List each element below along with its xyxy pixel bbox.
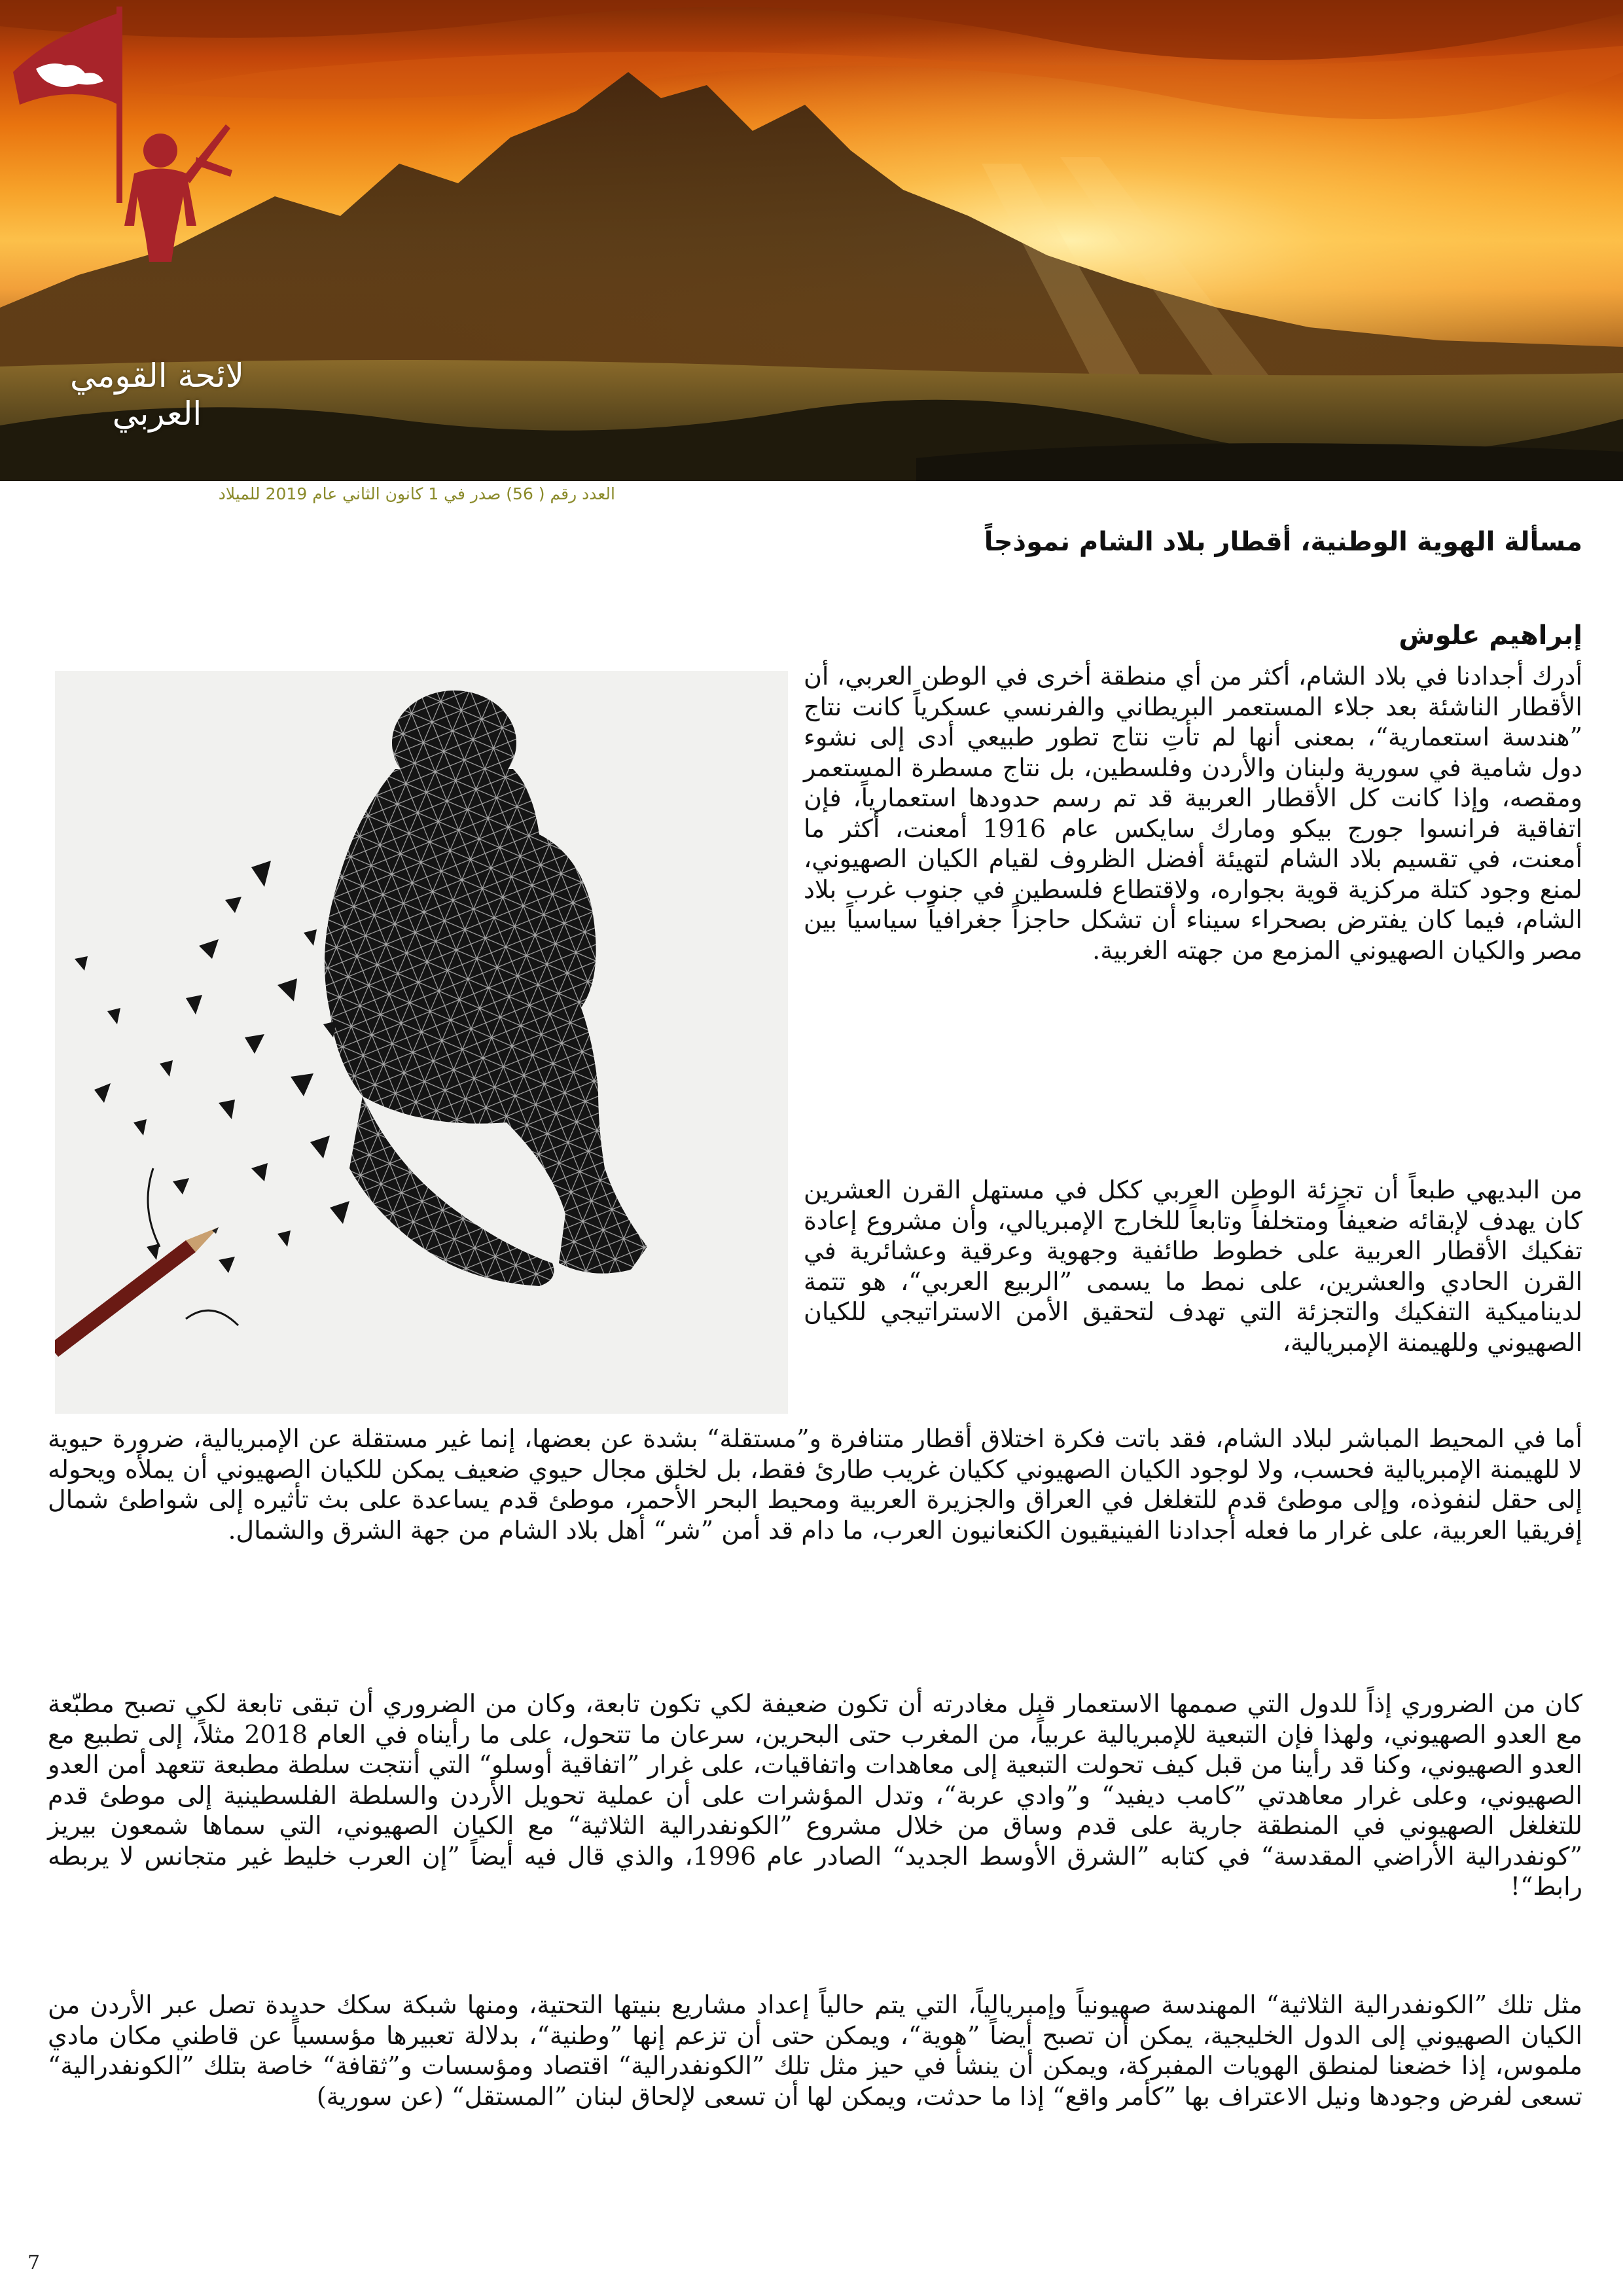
shattered-figure-illustration <box>55 671 788 1414</box>
flying-shards <box>75 861 349 1273</box>
paragraph-1: أدرك أجدادنا في بلاد الشام، أكثر من أي منطقة أخرى في الوطن العربي، أن الأقطار الناشئة بعد جلاء المستعمر البريطاني والفرنسي عسكرياً كانت نتاج ”هندسة استعمارية“، بمعنى أنها لم تأتِ نتاج تطور طبيعي أدى إلى نشوء دول شامية في سورية ولبنان والأردن وفلسطين، بل نتاج مسطرة المستعمر ومقصه، وإذا كانت كل الأقطار العربية قد تم رسم حدودها استعمارياً، فإن اتفاقية فرانسوا جورج بيكو ومارك سايكس عام 1916 أمعنت، أكثر ما أمعنت، في تقسيم بلاد الشام لتهيئة أفضل الظروف لقيام الكيان الصهيوني، لمنع وجود كتلة مركزية قوية بجواره، ولاقتطاع فلسطين في جنوب غرب بلاد الشام، فيما كان يفترض بصحراء سيناء أن تشكل حاجزاً جغرافياً سياسياً بين مصر والكيان الصهيوني المزمع من جهته الغربية. <box>804 662 1582 965</box>
pencil-icon <box>55 1227 219 1357</box>
page-number: 7 <box>27 2251 41 2274</box>
article-title: مسألة الهوية الوطنية، أقطار بلاد الشام نموذجاً <box>984 527 1582 557</box>
paragraph-4: كان من الضروري إذاً للدول التي صممها الاستعمار قبل مغادرته أن تكون ضعيفة لكي تكون تابعة، وكان من الضروري أن تبقى تابعة لكي تصبح مطبّعة مع العدو الصهيوني، ولهذا فإن التبعية للإمبريالية عربياً، من المغرب حتى البحرين، سرعان ما تتحول، على ما رأيناه في العام 2018 مثلاً، إلى تطبيع مع العدو الصهيوني، وكنا قد رأينا من قبل كيف تحولت التبعية إلى معاهدات واتفاقيات، على غرار ”اتفاقية أوسلو“ التي أنتجت سلطة مطبعة تتعهد أمن العدو الصهيوني، وعلى غرار معاهدتي ”كامب ديفيد“ و”وادي عربة“، وتدل المؤشرات على أن عملية تحويل الأردن والسلطة الفلسطينية إلى موطئ قدم للتغلغل الصهيوني في المنطقة جارية على قدم وساق من خلال مشروع ”الكونفدرالية الثلاثية“ مع الكيان الصهيوني، التي سماها شمعون بيريز ”كونفدرالية الأراضي المقدسة“ في كتابه ”الشرق الأوسط الجديد“ الصادر عام 1996، والذي قال فيه أيضاً ”إن العرب خليط غير متجانس لا يربطه رابط“! <box>48 1689 1582 1901</box>
issue-info: العدد رقم ( 56) صدر في 1 كانون الثاني عام 2019 للميلاد <box>218 484 615 503</box>
paragraph-3: أما في المحيط المباشر لبلاد الشام، فقد باتت فكرة اختلاق أقطار متنافرة و”مستقلة“ بشدة عن بعضها، إنما غير مستقلة عن الإمبريالية، ضرورة حيوية لا للهيمنة الإمبريالية فحسب، ولا لوجود الكيان الصهيوني ككيان غريب طارئ فقط، بل لخلق مجال حيوي ضعيف يمكن للكيان الصهيوني أن يملأه ويحوله إلى حقل لنفوذه، وإلى موطئ قدم للتغلغل في العراق والجزيرة العربية ومحيط البحر الأحمر، موطئ قدم يساعدة على بث تأثيره إلى شواطئ شمال إفريقيا العربية، على غرار ما فعله أجدادنا الفينيقيون الكنعانيون العرب، ما دام قد أمن ”شر“ أهل بلاد الشام من جهة الشرق والشمال. <box>48 1424 1582 1545</box>
logo-caption: لائحة القومي العربي <box>69 357 245 433</box>
header-banner <box>0 0 1623 481</box>
person-silhouette <box>325 691 647 1286</box>
paragraph-5: مثل تلك ”الكونفدرالية الثلاثية“ المهندسة صهيونياً وإمبريالياً، التي يتم حالياً إعداد مشاريع بنيتها التحتية، ومنها شبكة سكك حديدة تصل عبر الأردن من الكيان الصهيوني إلى الدول الخليجية، يمكن أن تصبح أيضاً ”هوية“، ويمكن حتى أن تزعم إنها ”وطنية“، بدلالة تعبيرها مؤسسياً عن قاطني مكان مادي ملموس، إذا خضعنا لمنطق الهويات المفبركة، ويمكن أن ينشأ في حيز مثل تلك ”الكونفدرالية“ اقتصاد ومؤسسات و”ثقافة“ خاصة بتلك ”الكونفدرالية“ تسعى لفرض وجودها ونيل الاعتراف بها ”كأمر واقع“ إذا ما حدثت، ويمكن لها أن تسعى لإلحاق لبنان ”المستقل“ (عن سورية) <box>48 1990 1582 2111</box>
article-author: إبراهيم علوش <box>1399 620 1582 651</box>
paragraph-2: من البديهي طبعاً أن تجزئة الوطن العربي ككل في مستهل القرن العشرين كان يهدف لإبقائه ضعيفاً ومتخلفاً وتابعاً للخارج الإمبريالي، وأن مشروع إعادة تفكيك الأقطار العربية على خطوط طائفية وجهوية وعرقية وعشائرية في القرن الحادي والعشرين، على نمط ما يسمى ”الربيع العربي“، هو تتمة لديناميكية التفكيك والتجزئة التي تهدف لتحقيق الأمن الاستراتيجي للكيان الصهيوني وللهيمنة الإمبريالية، <box>804 1175 1583 1357</box>
shattered-person-image <box>55 671 788 1414</box>
logo-emblem-icon <box>0 0 275 308</box>
